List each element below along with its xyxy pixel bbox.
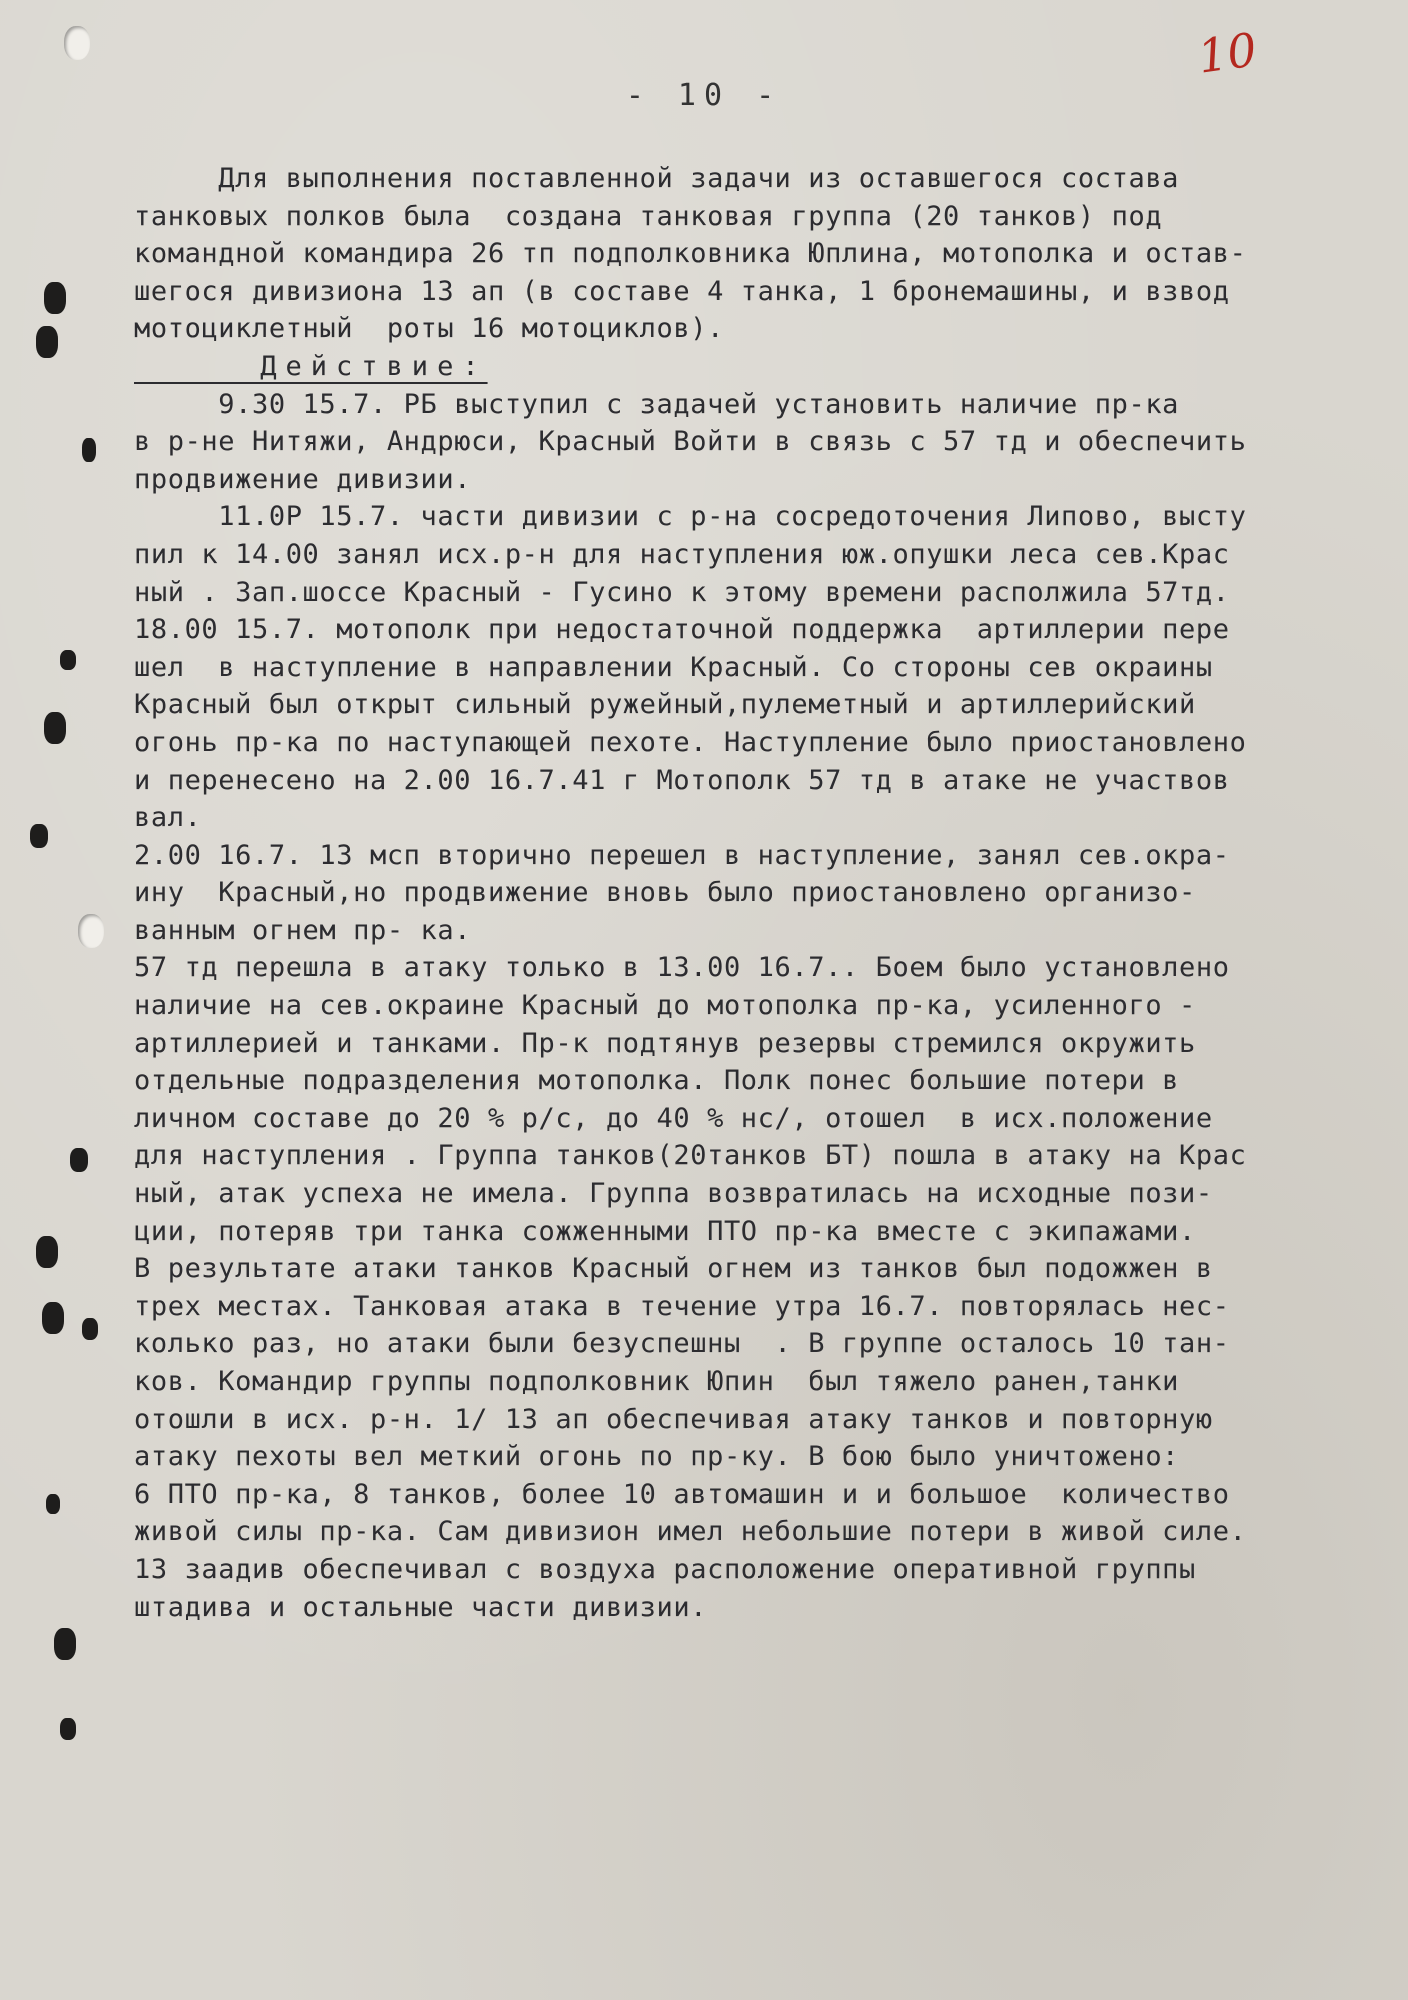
punch-hole — [64, 26, 90, 60]
text-line: ков. Командир группы подполковник Юпин был тяжело ранен,танки — [134, 1366, 1180, 1397]
text-line: для наступления . Группа танков(20танков БТ) пошла в атаку на Крас — [134, 1140, 1247, 1172]
binding-hole — [60, 1718, 76, 1740]
text-line: ванным огнем пр- ка. — [134, 914, 472, 946]
text-line: отошли в исх. р-н. 1/ 13 ап обеспечивая атаку танков и повторную — [134, 1403, 1213, 1435]
text-line: шел в наступление в направлении Красный. Со стороны сев окраины — [134, 651, 1213, 683]
text-line: огонь пр-ка по наступающей пехоте. Наступление было приостановлено — [134, 726, 1247, 758]
text-line: 18.00 15.7. мотополк при недостаточной поддержка артиллерии пере — [134, 614, 1230, 646]
text-line: 57 тд перешла в атаку только в 13.00 16.7.. Боем было установлено — [134, 952, 1230, 984]
report-body — [134, 160, 1384, 1626]
text-line: 2.00 16.7. 13 мсп вторично перешел в наступление, занял сев.окра- — [134, 839, 1230, 871]
text-line: трех местах. Танковая атака в течение утра 16.7. повторялась нес- — [134, 1290, 1230, 1322]
binding-hole — [44, 712, 66, 744]
binding-hole — [36, 326, 58, 358]
text-line: мотоциклетный роты 16 мотоциклов). — [134, 313, 724, 345]
binding-hole — [82, 1318, 98, 1340]
text-line: ный . Зап.шоссе Красный - Гусино к этому времени располжила 57тд. — [134, 576, 1230, 608]
text-line: 13 заадив обеспечивал с воздуха расположение оперативной группы — [134, 1553, 1196, 1585]
text-line: атаку пехоты вел меткий огонь по пр-ку. В бою было уничтожено: — [134, 1441, 1180, 1473]
text-line: вал. — [134, 802, 202, 834]
text-line: личном составе до 20 % р/с, до 40 % нс/, отошел в исх.положение — [134, 1102, 1213, 1134]
binding-hole — [82, 438, 96, 462]
handwritten-folio-number: 10 — [1194, 22, 1261, 84]
text-line: живой силы пр-ка. Сам дивизион имел небольшие потери в живой силе. — [134, 1516, 1247, 1548]
text-line: в р-не Нитяжи, Андрюси, Красный Войти в связь с 57 тд и обеспечить — [134, 426, 1247, 458]
text-line: штадива и остальные части дивизии. — [134, 1591, 708, 1623]
text-line: 11.0Р 15.7. части дивизии с р-на сосредоточения Липово, высту — [134, 501, 1247, 533]
text-line: продвижение дивизии. — [134, 463, 472, 495]
binding-hole — [36, 1236, 58, 1268]
punch-hole — [78, 914, 104, 948]
text-line: отдельные подразделения мотополка. Полк понес большие потери в — [134, 1065, 1180, 1097]
text-line: Красный был открыт сильный ружейный,пулеметный и артиллерийский — [134, 689, 1196, 721]
text-line: ину Красный,но продвижение вновь было приостановлено организо- — [134, 877, 1196, 909]
text-line: наличие на сев.окраине Красный до мотополка пр-ка, усиленного - — [134, 990, 1196, 1022]
text-line: и перенесено на 2.00 16.7.41 г Мотополк 57 тд в атаке не участвов — [134, 764, 1230, 796]
text-line: Для выполнения поставленной задачи из оставшегося состава — [134, 163, 1180, 194]
text-line: танковых полков была создана танковая группа (20 танков) под — [134, 200, 1163, 232]
text-line: В результате атаки танков Красный огнем из танков был подожжен в — [134, 1253, 1213, 1285]
binding-hole — [60, 650, 76, 670]
text-line: пил к 14.00 занял исх.р-н для наступления юж.опушки леса сев.Крас — [134, 538, 1230, 570]
text-line: ции, потеряв три танка сожженными ПТО пр-ка вместе с экипажами. — [134, 1215, 1196, 1247]
text-line: 9.30 15.7. РБ выступил с задачей установить наличие пр-ка — [134, 388, 1180, 420]
text-line: ный, атак успеха не имела. Группа возвратилась на исходные пози- — [134, 1178, 1213, 1210]
binding-hole — [46, 1494, 60, 1514]
section-heading: Действие: — [134, 350, 488, 382]
binding-hole — [30, 824, 48, 848]
binding-hole — [54, 1628, 76, 1660]
binding-hole — [70, 1148, 88, 1172]
binding-hole — [42, 1302, 64, 1334]
text-line: командной командира 26 тп подполковника Юплина, мотополка и остав- — [134, 238, 1247, 270]
text-line: артиллерией и танками. Пр-к подтянув резервы стремился окружить — [134, 1027, 1196, 1059]
page-number: - 10 - — [625, 78, 783, 113]
text-line: колько раз, но атаки были безуспешны . В группе осталось 10 тан- — [134, 1328, 1230, 1360]
text-line: шегося дивизиона 13 ап (в составе 4 танка, 1 бронемашины, и взвод — [134, 275, 1230, 307]
text-line: 6 ПТО пр-ка, 8 танков, более 10 автомашин и и большое количество — [134, 1478, 1230, 1510]
binding-hole — [44, 282, 66, 314]
